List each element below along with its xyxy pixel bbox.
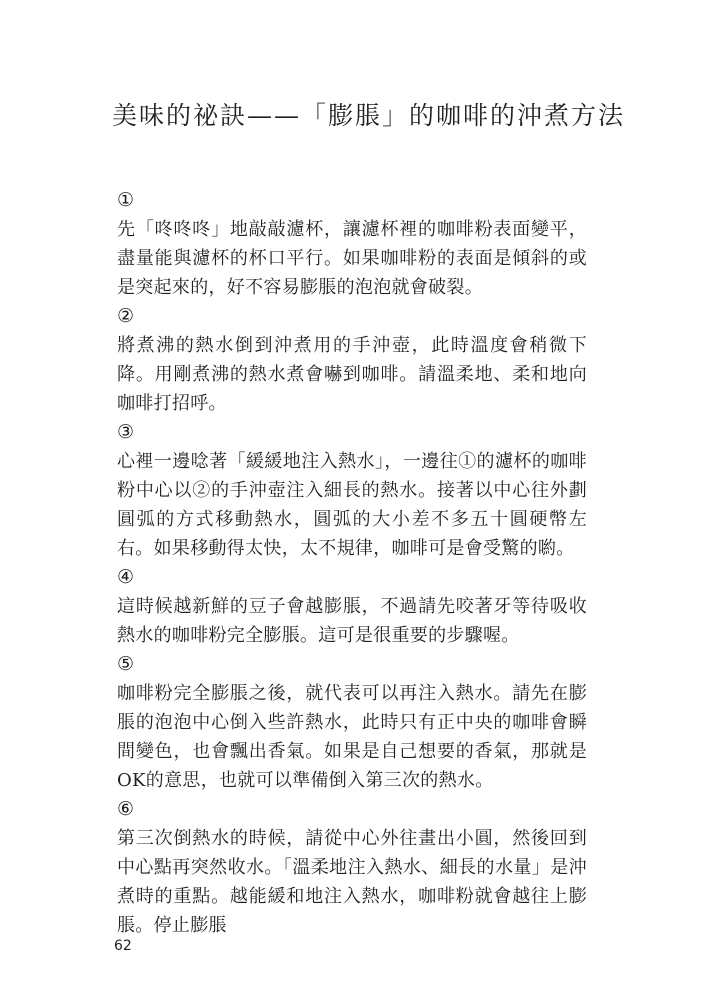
step-4 (117, 563, 587, 650)
step-text: 這時候越新鮮的豆子會越膨脹，不過請先咬著牙等待吸收熱水的咖啡粉完全膨脹。這可是很重要的步驟喔。 (117, 596, 587, 646)
body-text (117, 186, 587, 940)
step-2 (117, 302, 587, 418)
step-number: ① (117, 189, 135, 211)
step-number: ② (117, 305, 135, 327)
step-3 (117, 418, 587, 563)
step-number: ⑥ (117, 798, 135, 820)
step-text: 咖啡粉完全膨脹之後，就代表可以再注入熱水。請先在膨脹的泡泡中心倒入些許熱水，此時只有正中央的咖啡會瞬間變色，也會飄出香氣。如果是自己想要的香氣，那就是OK的意思，也就可以準備倒入第三次的熱水。 (117, 683, 587, 791)
step-text: 心裡一邊唸著「緩緩地注入熱水」，一邊往①的濾杯的咖啡粉中心以②的手沖壺注入細長的熱水。接著以中心往外劃圓弧的方式移動熱水，圓弧的大小差不多五十圓硬幣左右。如果移動得太快，太不規律，咖啡可是會受驚的喲。 (117, 451, 587, 559)
step-number: ④ (117, 566, 135, 588)
step-number: ⑤ (117, 653, 135, 675)
step-text: 第三次倒熱水的時候，請從中心外往畫出小圓，然後回到中心點再突然收水。「溫柔地注入熱水、細長的水量」是沖煮時的重點。越能緩和地注入熱水，咖啡粉就會越往上膨脹。停止膨脹 (117, 828, 587, 936)
step-number: ③ (117, 421, 135, 443)
page-number: 62 (114, 938, 132, 954)
step-1 (117, 186, 587, 302)
step-text: 先「咚咚咚」地敲敲濾杯，讓濾杯裡的咖啡粉表面變平，盡量能與濾杯的杯口平行。如果咖啡粉的表面是傾斜的或是突起來的，好不容易膨脹的泡泡就會破裂。 (117, 219, 587, 298)
step-5 (117, 650, 587, 795)
step-6 (117, 795, 587, 940)
step-text: 將煮沸的熱水倒到沖煮用的手沖壺，此時溫度會稍微下降。用剛煮沸的熱水煮會嚇到咖啡。請溫柔地、柔和地向咖啡打招呼。 (117, 335, 587, 414)
page-title: 美味的祕訣——「膨脹」的咖啡的沖煮方法 (112, 101, 626, 130)
